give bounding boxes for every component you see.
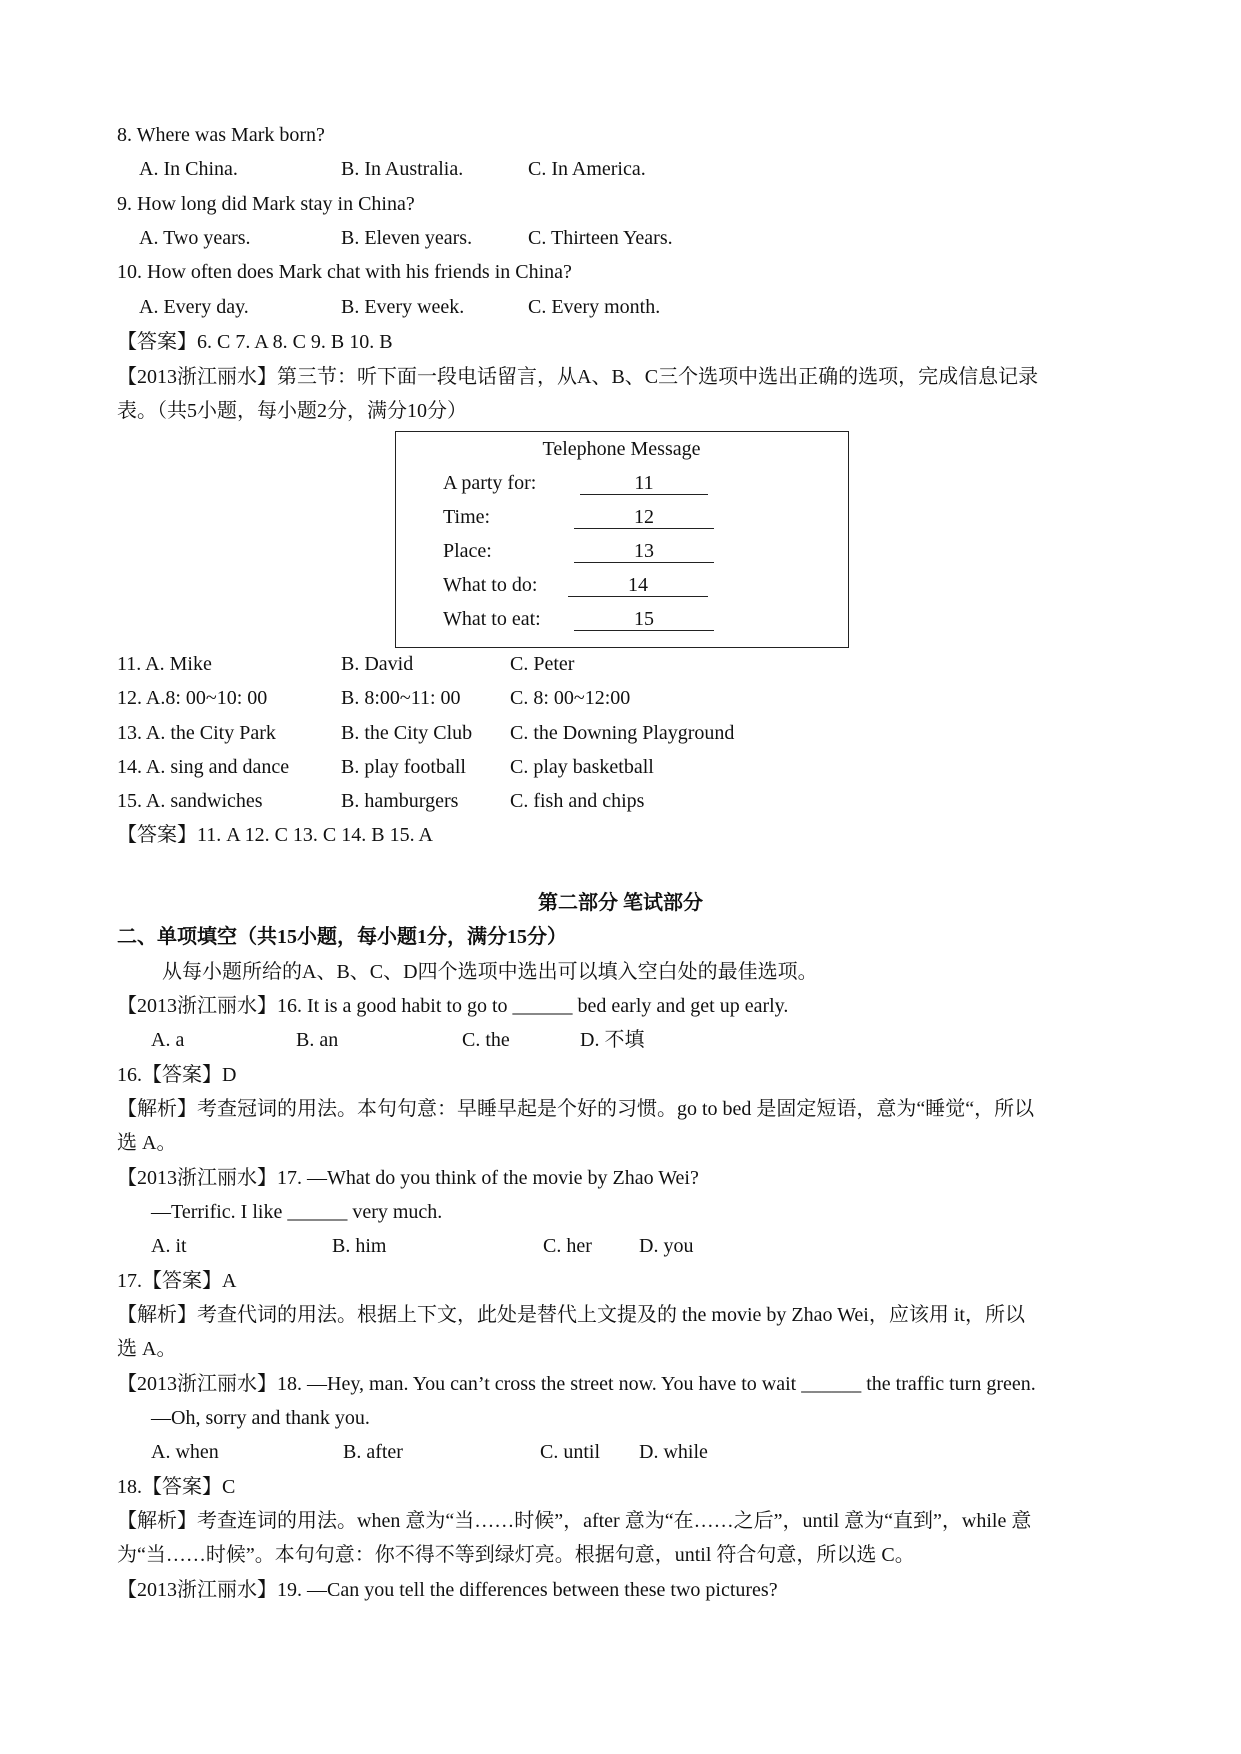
q15-option-c: C. fish and chips	[510, 790, 645, 812]
answer-6-10: 【答案】6. C 7. A 8. C 9. B 10. B	[117, 331, 393, 353]
q18-option-c: C. until	[540, 1441, 601, 1463]
q14-option-b: B. play football	[341, 756, 466, 778]
q17-analysis-line1: 【解析】考查代词的用法。根据上下文，此处是替代上文提及的 the movie by Zhao Wei，应该用 it，所以	[117, 1304, 1025, 1326]
q13-option-c: C. the Downing Playground	[510, 722, 735, 744]
q11-option-b: B. David	[341, 653, 414, 675]
q10-option-a: A. Every day.	[139, 296, 249, 318]
blank-11: 11	[580, 471, 708, 495]
q16-option-b: B. an	[296, 1029, 339, 1051]
q16-stem: 【2013浙江丽水】16. It is a good habit to go to ______ bed early and get up early.	[117, 995, 789, 1017]
q16-option-d: D. 不填	[580, 1029, 645, 1051]
q17-option-d: D. you	[639, 1235, 694, 1257]
q8-stem: 8. Where was Mark born?	[117, 124, 325, 146]
q17-option-a: A. it	[151, 1235, 187, 1257]
q18-option-d: D. while	[639, 1441, 708, 1463]
q16-analysis-line2: 选 A。	[117, 1132, 177, 1154]
q18-analysis-line1: 【解析】考查连词的用法。when 意为“当……时候”，after 意为“在……之后”，until 意为“直到”，while 意	[117, 1510, 1032, 1532]
q16-analysis-line1: 【解析】考查冠词的用法。本句句意：早睡早起是个好的习惯。go to bed 是固定短语，意为“睡觉“，所以	[117, 1098, 1035, 1120]
blank-12: 12	[574, 505, 714, 529]
q14-option-a: 14. A. sing and dance	[117, 756, 290, 778]
q8-option-c: C. In America.	[528, 158, 646, 180]
q9-stem: 9. How long did Mark stay in China?	[117, 193, 415, 215]
section3-intro-line1: 【2013浙江丽水】第三节：听下面一段电话留言，从A、B、C三个选项中选出正确的选项，完成信息记录	[117, 366, 1039, 388]
part2-heading: 第二部分 笔试部分	[538, 892, 703, 914]
q16-answer: 16.【答案】D	[117, 1064, 237, 1086]
q13-option-b: B. the City Club	[341, 722, 473, 744]
q19-stem: 【2013浙江丽水】19. —Can you tell the differences between these two pictures?	[117, 1579, 778, 1601]
q11-option-c: C. Peter	[510, 653, 575, 675]
q17-option-b: B. him	[332, 1235, 387, 1257]
q17-answer: 17.【答案】A	[117, 1270, 237, 1292]
message-title: Telephone Message	[542, 438, 701, 460]
message-label-time: Time:	[443, 506, 491, 528]
q18-analysis-line2: 为“当……时候”。本句句意：你不得不等到绿灯亮。根据句意，until 符合句意，所以选 C。	[117, 1544, 915, 1566]
q18-stem-line1: 【2013浙江丽水】18. —Hey, man. You can’t cross the street now. You have to wait ______ the traffic turn green.	[117, 1373, 1036, 1395]
q16-option-c: C. the	[462, 1029, 510, 1051]
q12-option-c: C. 8: 00~12:00	[510, 687, 631, 709]
telephone-message-box	[395, 431, 849, 648]
q16-option-a: A. a	[151, 1029, 185, 1051]
section3-intro-line2: 表。（共5小题，每小题2分，满分10分）	[117, 400, 467, 422]
blank-14: 14	[568, 573, 708, 597]
q18-stem-line2: —Oh, sorry and thank you.	[151, 1407, 370, 1429]
q15-option-b: B. hamburgers	[341, 790, 459, 812]
q9-option-b: B. Eleven years.	[341, 227, 473, 249]
q15-option-a: 15. A. sandwiches	[117, 790, 263, 812]
q17-stem-line1: 【2013浙江丽水】17. —What do you think of the movie by Zhao Wei?	[117, 1167, 699, 1189]
q12-option-a: 12. A.8: 00~10: 00	[117, 687, 268, 709]
q8-option-a: A. In China.	[139, 158, 238, 180]
q14-option-c: C. play basketball	[510, 756, 654, 778]
q17-analysis-line2: 选 A。	[117, 1338, 177, 1360]
answer-11-15: 【答案】11. A 12. C 13. C 14. B 15. A	[117, 824, 433, 846]
q18-option-b: B. after	[343, 1441, 403, 1463]
message-label-eat: What to eat:	[443, 608, 541, 630]
q17-stem-line2: —Terrific. I like ______ very much.	[151, 1201, 443, 1223]
q10-option-c: C. Every month.	[528, 296, 661, 318]
q8-option-b: B. In Australia.	[341, 158, 464, 180]
blank-13: 13	[574, 539, 714, 563]
blank-15: 15	[574, 607, 714, 631]
message-label-party: A party for:	[443, 472, 537, 494]
q18-answer: 18.【答案】C	[117, 1476, 236, 1498]
q10-stem: 10. How often does Mark chat with his friends in China?	[117, 261, 572, 283]
message-label-todo: What to do:	[443, 574, 538, 596]
q12-option-b: B. 8:00~11: 00	[341, 687, 461, 709]
q13-option-a: 13. A. the City Park	[117, 722, 276, 744]
q10-option-b: B. Every week.	[341, 296, 465, 318]
q11-option-a: 11. A. Mike	[117, 653, 212, 675]
q9-option-c: C. Thirteen Years.	[528, 227, 673, 249]
section-title-single-choice: 二、单项填空（共15小题，每小题1分，满分15分）	[117, 926, 567, 948]
q17-option-c: C. her	[543, 1235, 592, 1257]
message-label-place: Place:	[443, 540, 492, 562]
section-instruction: 从每小题所给的A、B、C、D四个选项中选出可以填入空白处的最佳选项。	[162, 961, 818, 983]
q9-option-a: A. Two years.	[139, 227, 251, 249]
q18-option-a: A. when	[151, 1441, 219, 1463]
